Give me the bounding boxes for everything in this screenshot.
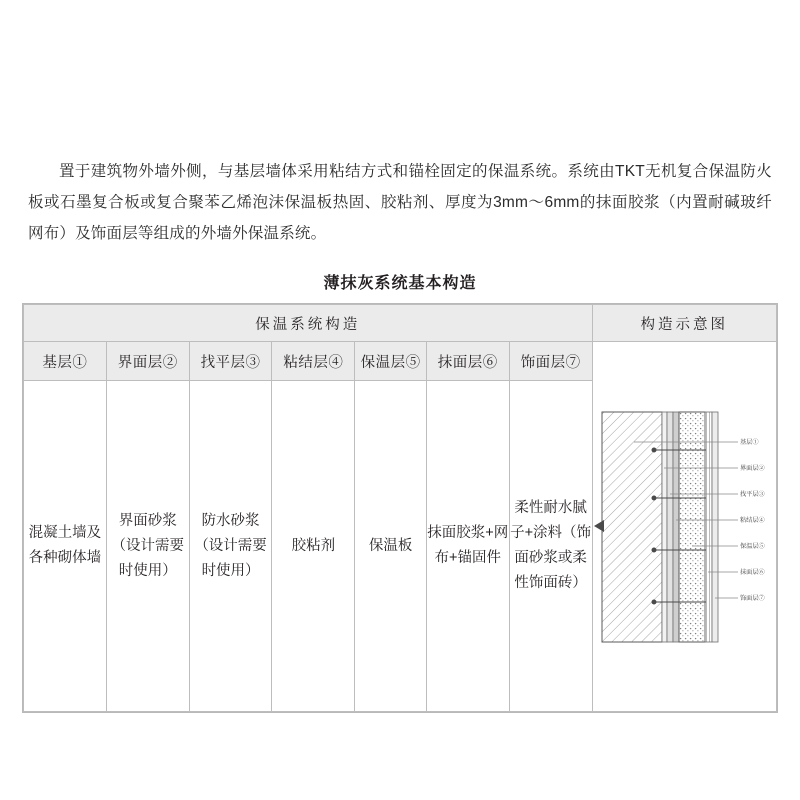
intro-paragraph: 置于建筑物外墙外侧，与基层墙体采用粘结方式和锚栓固定的保温系统。系统由TKT无机复合保温防火板或石墨复合板或复合聚苯乙烯泡沫保温板热固、胶粘剂、厚度为3mm～6mm的抹面胶浆（内置耐碱玻纤网布）及饰面层等组成的外墙外保温系统。: [28, 162, 772, 242]
diagram-callout-base: 基层①: [740, 438, 759, 446]
diagram-callout-interface: 界面层②: [740, 464, 765, 472]
cell-bonding: 胶粘剂: [272, 381, 355, 712]
cell-interface: 界面砂浆（设计需要时使用）: [106, 381, 189, 712]
diagram-callout-finish: 饰面层⑦: [740, 594, 765, 602]
header-group-diagram: 构造示意图: [592, 305, 777, 342]
diagram-svg: [594, 402, 774, 652]
header-col-interface: 界面层②: [106, 342, 189, 381]
cell-leveling: 防水砂浆（设计需要时使用）: [189, 381, 272, 712]
construction-diagram: [593, 362, 777, 692]
header-col-plaster: 抹面层⑥: [426, 342, 509, 381]
header-group-system: 保温系统构造: [24, 305, 593, 342]
header-col-bonding: 粘结层④: [272, 342, 355, 381]
header-col-leveling: 找平层③: [189, 342, 272, 381]
table-header-group-row: [24, 305, 777, 342]
table-header-columns-row: [24, 342, 777, 381]
diagram-cell: [592, 342, 777, 712]
structure-table-wrapper: [22, 303, 778, 713]
diagram-callout-insulation: 保温层⑤: [740, 542, 765, 550]
header-col-insulation: 保温层⑤: [355, 342, 427, 381]
table-title: 薄抹灰系统基本构造: [323, 275, 477, 292]
cell-insulation: 保温板: [355, 381, 427, 712]
diagram-callout-leveling: 找平层③: [740, 490, 765, 498]
cell-plaster: 抹面胶浆+网布+锚固件: [426, 381, 509, 712]
cell-finish: 柔性耐水腻子+涂料（饰面砂浆或柔性饰面砖）: [509, 381, 592, 712]
cell-base: 混凝土墙及各种砌体墙: [24, 381, 107, 712]
header-col-finish: 饰面层⑦: [509, 342, 592, 381]
diagram-callout-plaster: 抹面层⑥: [740, 568, 765, 576]
structure-table: [23, 304, 777, 712]
header-col-base: 基层①: [24, 342, 107, 381]
diagram-callout-bonding: 粘结层④: [740, 516, 765, 524]
